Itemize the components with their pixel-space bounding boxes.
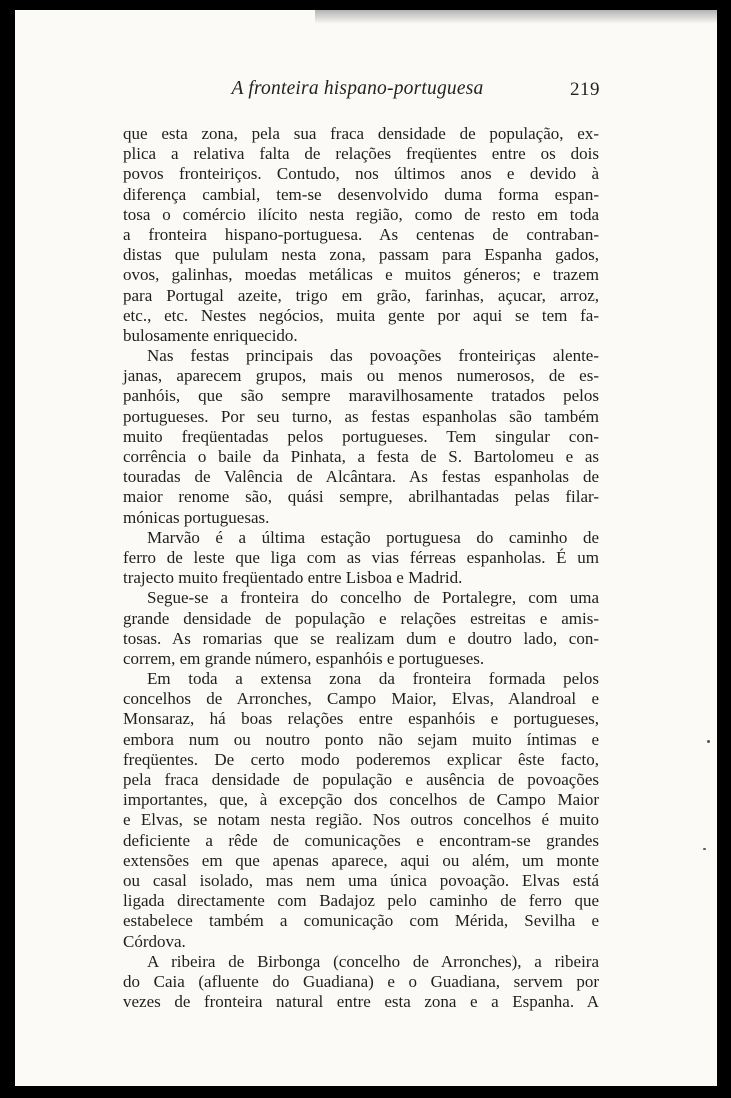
text-line: grande densidade de população e relações estreitas e amis- bbox=[123, 608, 599, 628]
text-line: extensões em que apenas aparece, aqui ou além, um monte bbox=[123, 850, 599, 870]
text-line: concelhos de Arronches, Campo Maior, Elvas, Alandroal e bbox=[123, 689, 599, 709]
text-line: tosas. As romarias que se realizam dum e doutro lado, con- bbox=[123, 628, 599, 648]
text-line: touradas de Valência de Alcântara. As festas espanholas de bbox=[123, 467, 599, 487]
text-line: deficiente a rêde de comunicações e encontram-se grandes bbox=[123, 830, 599, 850]
scan-speck bbox=[707, 740, 710, 743]
text-line: bulosamente enriquecido. bbox=[123, 325, 298, 345]
running-title: A fronteira hispano-portuguesa bbox=[231, 78, 484, 99]
text-line: diferença cambial, tem-se desenvolvido duma forma espan- bbox=[123, 184, 599, 204]
text-line: mónicas portuguesas. bbox=[123, 507, 270, 527]
text-line: povos fronteiriços. Contudo, nos últimos anos e devido à bbox=[123, 164, 599, 184]
text-line: tosa o comércio ilícito nesta região, como de resto em toda bbox=[123, 204, 599, 224]
running-head bbox=[115, 78, 600, 102]
text-line: panhóis, que são sempre maravilhosamente tratados pelos bbox=[123, 386, 599, 406]
text-line: freqüentes. De certo modo poderemos explicar êste facto, bbox=[123, 749, 599, 769]
page-number: 219 bbox=[570, 79, 600, 100]
text-line: pela fraca densidade de população e ausência de povoações bbox=[123, 770, 599, 789]
page-top-shadow bbox=[315, 10, 717, 24]
paragraph-first-line: Nas festas principais das povoações fronteiriças alente- bbox=[147, 346, 599, 366]
text-line: plica a relativa falta de relações freqüentes entre os dois bbox=[123, 144, 599, 164]
text-line: maior renome são, quási sempre, abrilhantadas pelas filar- bbox=[123, 487, 599, 507]
text-line: ligada directamente com Badajoz pelo caminho de ferro que bbox=[123, 891, 599, 911]
book-page bbox=[15, 10, 717, 1086]
text-line: trajecto muito freqüentado entre Lisboa e Madrid. bbox=[123, 568, 463, 588]
paragraph-first-line: A ribeira de Birbonga (concelho de Arronches), a ribeira bbox=[147, 951, 599, 971]
scan-speck bbox=[703, 848, 706, 850]
text-line: do Caia (afluente do Guadiana) e o Guadiana, servem por bbox=[123, 971, 599, 991]
text-line: etc., etc. Nestes negócios, muita gente por aqui se tem fa- bbox=[123, 305, 599, 325]
text-line: correm, em grande número, espanhóis e portugueses. bbox=[123, 648, 485, 668]
text-line: janas, aparecem grupos, mais ou menos numerosos, de es- bbox=[123, 366, 599, 386]
text-line: corrência o baile da Pinhata, a festa de S. Bartolomeu e as bbox=[123, 447, 599, 466]
text-line: Monsaraz, há boas relações entre espanhóis e portugueses, bbox=[123, 709, 599, 729]
text-line: Córdova. bbox=[123, 931, 186, 951]
text-line: a fronteira hispano-portuguesa. As centenas de contraban- bbox=[123, 224, 599, 244]
text-line: embora num ou noutro ponto não sejam muito íntimas e bbox=[123, 729, 599, 749]
text-line: ovos, galinhas, moedas metálicas e muitos géneros; e trazem bbox=[123, 265, 599, 285]
text-line: para Portugal azeite, trigo em grão, farinhas, açucar, arroz, bbox=[123, 285, 599, 305]
text-line: muito freqüentadas pelos portugueses. Tem singular con- bbox=[123, 426, 599, 446]
text-line: distas que pululam nesta zona, passam para Espanha gados, bbox=[123, 245, 599, 265]
paragraph-first-line: Em toda a extensa zona da fronteira formada pelos bbox=[147, 669, 599, 689]
paragraph-first-line: Marvão é a última estação portuguesa do caminho de bbox=[147, 527, 599, 547]
paragraph-first-line: Segue-se a fronteira do concelho de Portalegre, com uma bbox=[147, 588, 599, 608]
text-line: ferro de leste que liga com as vias férreas espanholas. É um bbox=[123, 547, 599, 567]
body-text bbox=[123, 124, 599, 1012]
text-line: e Elvas, se notam nesta região. Nos outros concelhos é muito bbox=[123, 810, 599, 830]
text-line: ou casal isolado, mas nem uma única povoação. Elvas está bbox=[123, 870, 599, 890]
text-line: estabelece também a comunicação com Mérida, Sevilha e bbox=[123, 911, 599, 931]
text-line: vezes de fronteira natural entre esta zona e a Espanha. A bbox=[123, 992, 599, 1012]
text-line: portugueses. Por seu turno, as festas espanholas são também bbox=[123, 406, 599, 426]
text-line: importantes, que, à excepção dos concelhos de Campo Maior bbox=[123, 790, 599, 810]
text-line: que esta zona, pela sua fraca densidade de população, ex- bbox=[123, 124, 599, 143]
